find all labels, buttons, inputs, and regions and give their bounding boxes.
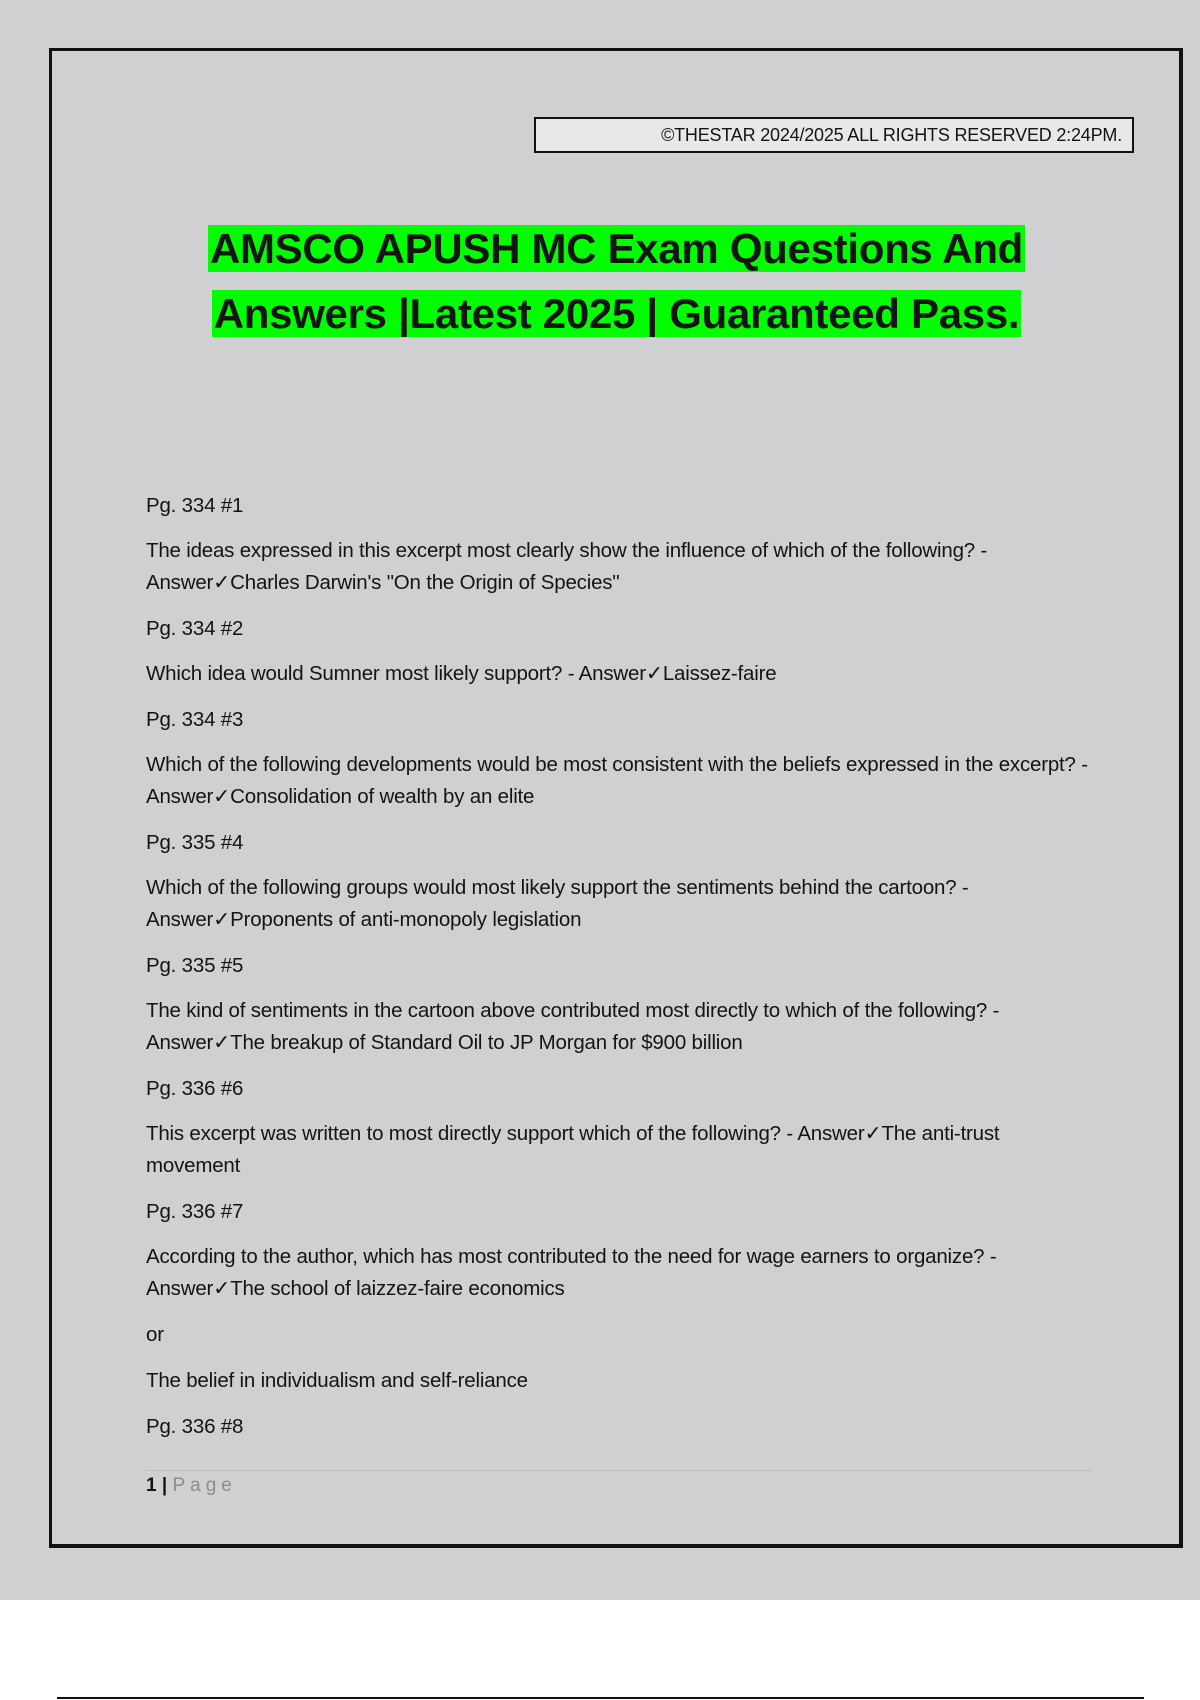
page-reference: Pg. 334 #2 bbox=[146, 617, 244, 640]
footer-divider bbox=[146, 1470, 1092, 1471]
question-answer: This excerpt was written to most directly support which of the following? - Answer✓The anti-trust movement bbox=[146, 1122, 1000, 1177]
page-reference: Pg. 335 #5 bbox=[146, 954, 244, 977]
page-number: 1 bbox=[146, 1475, 157, 1496]
title-line-2: Answers |Latest 2025 | Guaranteed Pass. bbox=[213, 290, 1020, 337]
answer-alternative: The belief in individualism and self-reliance bbox=[146, 1369, 528, 1392]
page-reference: Pg. 336 #8 bbox=[146, 1415, 244, 1438]
question-answer: Which of the following groups would most likely support the sentiments behind the cartoon? - Answer✓Proponents of anti-monopoly legislation bbox=[146, 876, 969, 931]
page-reference: Pg. 335 #4 bbox=[146, 831, 244, 854]
page-footer bbox=[146, 1474, 237, 1498]
document-title bbox=[100, 216, 1133, 346]
page-label: Page bbox=[172, 1475, 237, 1496]
question-answer: The kind of sentiments in the cartoon above contributed most directly to which of the following? - Answer✓The breakup of Standard Oil to JP Morgan for $900 billion bbox=[146, 999, 1000, 1054]
page-reference: Pg. 336 #6 bbox=[146, 1077, 244, 1100]
page-reference: Pg. 336 #7 bbox=[146, 1200, 244, 1223]
question-answer: According to the author, which has most contributed to the need for wage earners to organize? - Answer✓The school of laizzez-faire economics bbox=[146, 1245, 997, 1300]
title-line-1: AMSCO APUSH MC Exam Questions And bbox=[209, 225, 1024, 272]
copyright-notice: ©THESTAR 2024/2025 ALL RIGHTS RESERVED 2:24PM. bbox=[534, 117, 1134, 153]
page-reference: Pg. 334 #3 bbox=[146, 708, 244, 731]
next-page-rule bbox=[57, 1697, 1144, 1699]
question-answer: The ideas expressed in this excerpt most clearly show the influence of which of the following? - Answer✓Charles Darwin's "On the Origin of Species" bbox=[146, 539, 988, 594]
footer-separator: | bbox=[161, 1475, 168, 1496]
question-answer: Which of the following developments would be most consistent with the beliefs expressed in the excerpt? - Answer✓Consolidation of wealth by an elite bbox=[146, 753, 1088, 808]
question-list bbox=[146, 490, 1096, 1456]
answer-alternative-connector: or bbox=[146, 1323, 164, 1346]
question-answer: Which idea would Sumner most likely support? - Answer✓Laissez-faire bbox=[146, 662, 777, 685]
page-reference: Pg. 334 #1 bbox=[146, 494, 244, 517]
